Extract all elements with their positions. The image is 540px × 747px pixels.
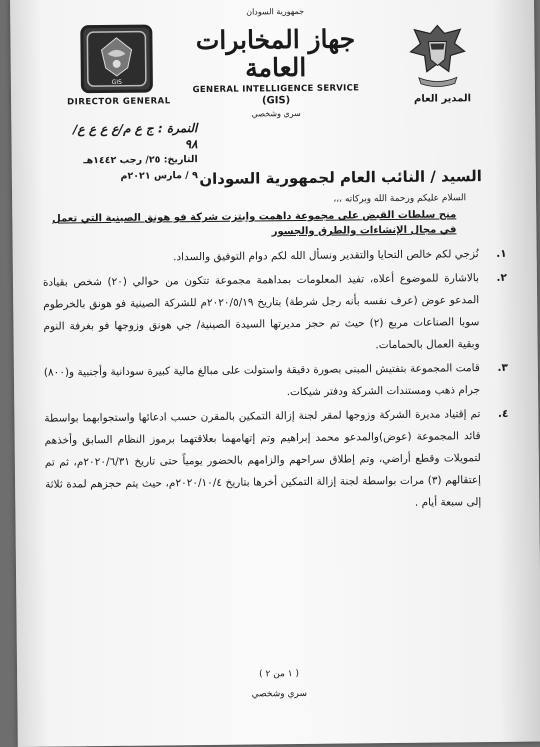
reference-date-hijri: التاريخ: ٢٥/ رجب ١٤٤٢هـ bbox=[83, 154, 198, 167]
agency-abbr: (GIS) bbox=[261, 95, 291, 107]
letter-body bbox=[42, 167, 510, 520]
director-general-ar: المدير العام bbox=[413, 93, 472, 105]
republic-label: جمهورية السودان bbox=[246, 6, 305, 17]
classification-bottom: سري وشخصي bbox=[251, 688, 308, 700]
reference-date-gregorian: ٩ / مارس ٢٠٢١م bbox=[120, 170, 198, 182]
paragraph-number: ١. bbox=[496, 247, 507, 260]
subject-line: منح سلطات القبض على مجموعة داهمت وابتزت شركة فو هونق الصينية التي تعمل في مجال الإنشاءات والطرق والجسور bbox=[52, 209, 457, 238]
addressee: السيد / النائب العام لجمهورية السودان bbox=[199, 167, 482, 189]
paragraph-number: ٤. bbox=[497, 407, 509, 420]
paragraph bbox=[43, 243, 507, 270]
paragraph-text: نُزجي لكم خالص التحايا والتقدير ونسأل الله لكم دوام التوفيق والسداد. bbox=[173, 248, 479, 264]
paragraph-text: بالاشارة للموضوع أعلاه، تفيد المعلومات بمداهمة مجموعة تتكون من حوالي (٢٠) شخص بقيادة المدعو عوض (عرف نفسه بأنه رجل شرطة) بتاريخ ٢٠٢٠/٥/١٩م للشركة الصينية فو هونق بالخرطوم سوبا الصناعات مربع (٢) حيث تم حجز مديرتها السيدة الصينية/ جي هونق وزوجها فو بغرفة النوم وبقية العمال بالحمامات. bbox=[42, 272, 480, 352]
paragraph bbox=[44, 403, 509, 518]
paragraph bbox=[44, 357, 508, 406]
director-general-en: DIRECTOR GENERAL bbox=[67, 96, 171, 108]
agency-name-en: GENERAL INTELLIGENCE SERVICE bbox=[192, 83, 360, 96]
paragraph-number: ٣. bbox=[497, 361, 508, 374]
classification-top: سري وشخصي bbox=[251, 108, 301, 119]
page-footer bbox=[17, 666, 540, 701]
page-number: ( ١ من ٢ ) bbox=[259, 669, 300, 680]
document-page bbox=[10, 0, 540, 747]
letterhead bbox=[10, 0, 535, 125]
sudan-emblem-icon bbox=[404, 19, 471, 90]
greeting: السلام عليكم ورحمة الله وبركاته ،،، bbox=[333, 193, 467, 205]
gis-seal-icon bbox=[80, 25, 153, 94]
letterhead-center bbox=[170, 0, 381, 119]
paragraph-number: ٢. bbox=[496, 271, 507, 284]
paragraph-text: قامت المجموعة بتفتيش المبنى بصورة دقيقة واستولت على مبالغ مالية كبيرة سودانية وأجنبية و(٨٠٠) جرام ذهب ومستندات الشركة ودفتر شيكات. bbox=[43, 362, 481, 399]
agency-name-ar: جهاز المخابرات العامة bbox=[195, 24, 356, 83]
paragraph bbox=[43, 267, 508, 360]
reference-number: النمرة : ج ع م/ع ع ع ع/ ٩٨ bbox=[73, 121, 198, 152]
paragraph-text: تم إقتياد مديرة الشركة وزوجها لمقر لجنة إزالة التمكين بالمقرن حسب ادعائها واستجوابهما بواسطة قائد المجموعة (عوض)والمدعو محمد إبراهيم وتم إتهامهما بعلاقتهما برموز النظام السابق وأخذهم لتمويلات وقطع أراضي، وتم إطلاق سراحهم والزامهم بالحضور يومياً حتى تاريخ ٢٠٢٠/٦/٣١م، ثم تم إعتقالهم (٣) مرات بواسطة لجنة إزالة التمكين أخرها بتاريخ ٢٠٢٠/١٠/٤م، حيث يتم حجزهم لمدة ثلاثة إلى سبعة أيام . bbox=[44, 408, 482, 509]
svg-text:GIS: GIS bbox=[111, 78, 123, 86]
